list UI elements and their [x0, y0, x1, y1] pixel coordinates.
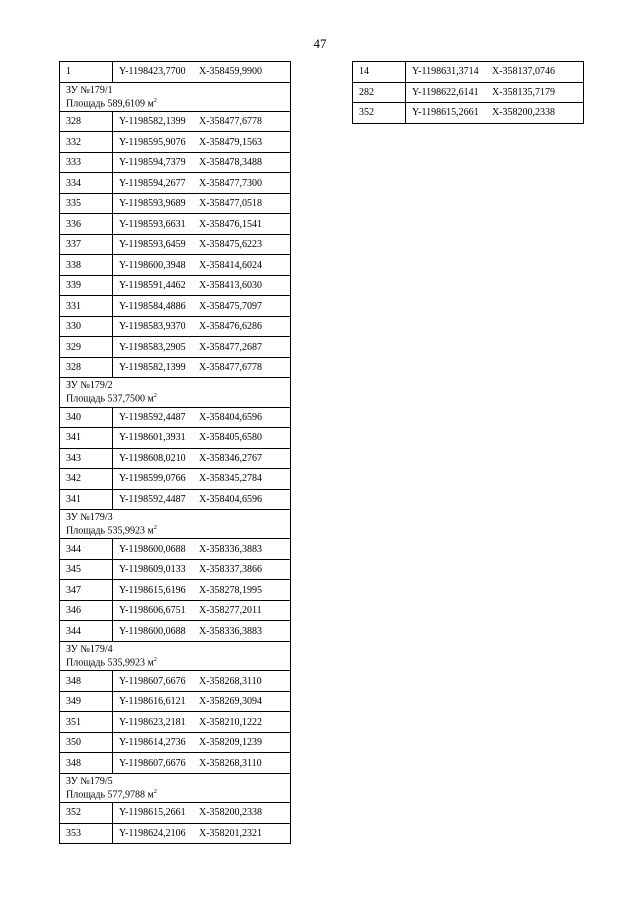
coord-x: X-358478,3488 — [199, 157, 263, 169]
table-row — [60, 255, 291, 276]
coord-y: Y-1198600,3948 — [119, 259, 186, 271]
section-header-row — [60, 773, 291, 802]
point-number: 1 — [60, 62, 113, 83]
point-number: 338 — [60, 255, 113, 276]
point-number: 342 — [60, 469, 113, 490]
area-unit-superscript: 2 — [153, 656, 157, 663]
coord-y: Y-1198615,2661 — [412, 107, 479, 119]
point-coordinates — [113, 469, 291, 490]
coord-y: Y-1198609,0133 — [119, 564, 186, 576]
table-row — [60, 559, 291, 580]
page-number: 47 — [313, 36, 327, 51]
coord-y: Y-1198592,4487 — [119, 411, 186, 423]
coord-y: Y-1198594,7379 — [119, 157, 186, 169]
point-number: 353 — [60, 823, 113, 844]
point-coordinates — [113, 152, 291, 173]
coord-y: Y-1198592,4487 — [119, 493, 186, 505]
section-header — [60, 510, 291, 539]
point-number: 350 — [60, 732, 113, 753]
coord-y: Y-1198614,2736 — [119, 737, 186, 749]
coord-x: X-358404,6596 — [199, 493, 263, 505]
point-coordinates — [113, 214, 291, 235]
coord-x: X-358268,3110 — [199, 757, 262, 769]
point-number: 346 — [60, 600, 113, 621]
table-row — [60, 152, 291, 173]
parcel-area — [66, 523, 290, 536]
point-coordinates — [113, 193, 291, 214]
point-number: 336 — [60, 214, 113, 235]
point-coordinates — [113, 316, 291, 337]
table-row — [60, 132, 291, 153]
coord-x: X-358476,1541 — [199, 218, 263, 230]
section-header — [60, 378, 291, 407]
coord-y: Y-1198600,0688 — [119, 625, 186, 637]
coord-y: Y-1198593,6459 — [119, 239, 186, 251]
coord-x: X-358200,2338 — [492, 107, 556, 119]
table-row — [60, 193, 291, 214]
parcel-title: ЗУ №179/4 — [66, 643, 113, 655]
table-row — [60, 296, 291, 317]
point-number: 282 — [353, 82, 406, 103]
table-row — [60, 62, 291, 83]
point-number: 331 — [60, 296, 113, 317]
point-coordinates — [113, 621, 291, 642]
coord-y: Y-1198600,0688 — [119, 543, 186, 555]
point-coordinates — [406, 103, 584, 124]
coord-y: Y-1198616,6121 — [119, 696, 186, 708]
section-header — [60, 641, 291, 670]
table-row — [353, 62, 584, 83]
point-coordinates — [113, 296, 291, 317]
point-coordinates — [113, 255, 291, 276]
parcel-area-text: Площадь 537,7500 м — [66, 393, 154, 405]
coord-x: X-358413,6030 — [199, 280, 263, 292]
coord-y: Y-1198584,4886 — [119, 300, 186, 312]
parcel-area-text: Площадь 535,9923 м — [66, 525, 154, 537]
section-header-row — [60, 510, 291, 539]
coord-y: Y-1198608,0210 — [119, 452, 186, 464]
point-coordinates — [113, 712, 291, 733]
table-row — [60, 214, 291, 235]
area-unit-superscript: 2 — [153, 525, 157, 532]
coord-x: X-358346,2767 — [199, 452, 263, 464]
parcel-title: ЗУ №179/2 — [66, 380, 113, 392]
parcel-area — [66, 655, 290, 668]
coord-x: X-358135,7179 — [492, 86, 556, 98]
point-coordinates — [406, 62, 584, 83]
point-number: 351 — [60, 712, 113, 733]
point-coordinates — [113, 732, 291, 753]
coord-y: Y-1198607,6676 — [119, 757, 186, 769]
coord-x: X-358277,2011 — [199, 605, 262, 617]
table-row — [60, 621, 291, 642]
table-row — [60, 407, 291, 428]
coord-y: Y-1198582,1399 — [119, 362, 186, 374]
coord-y: Y-1198624,2106 — [119, 827, 186, 839]
point-coordinates — [113, 580, 291, 601]
point-coordinates — [113, 407, 291, 428]
coord-x: X-358459,9900 — [199, 66, 263, 78]
coord-y: Y-1198582,1399 — [119, 116, 186, 128]
table-row — [60, 539, 291, 560]
point-number: 341 — [60, 428, 113, 449]
coord-y: Y-1198622,6141 — [412, 86, 479, 98]
parcel-area — [66, 391, 290, 404]
coord-y: Y-1198583,9370 — [119, 321, 186, 333]
table-row — [353, 103, 584, 124]
section-header-row — [60, 378, 291, 407]
coord-x: X-358210,1222 — [199, 716, 263, 728]
coord-x: X-358414,6024 — [199, 259, 263, 271]
point-number: 330 — [60, 316, 113, 337]
coord-x: X-358477,6778 — [199, 116, 263, 128]
coord-y: Y-1198583,2905 — [119, 341, 186, 353]
point-number: 333 — [60, 152, 113, 173]
table-row — [60, 753, 291, 774]
coordinates-table-left — [59, 61, 291, 844]
table-row — [60, 671, 291, 692]
coord-x: X-358336,3883 — [199, 543, 263, 555]
coord-x: X-358209,1239 — [199, 737, 263, 749]
point-number: 340 — [60, 407, 113, 428]
point-coordinates — [113, 357, 291, 378]
point-number: 328 — [60, 111, 113, 132]
table-row — [60, 337, 291, 358]
point-number: 348 — [60, 671, 113, 692]
table-row — [60, 316, 291, 337]
point-coordinates — [113, 691, 291, 712]
point-number: 344 — [60, 621, 113, 642]
parcel-area-text: Площадь 577,9788 м — [66, 789, 154, 801]
coord-x: X-358475,7097 — [199, 300, 263, 312]
point-coordinates — [113, 671, 291, 692]
table-row — [60, 173, 291, 194]
coord-x: X-358476,6286 — [199, 321, 263, 333]
coord-y: Y-1198423,7700 — [119, 66, 186, 78]
table-row — [60, 732, 291, 753]
table-row — [60, 357, 291, 378]
coord-x: X-358278,1995 — [199, 584, 263, 596]
point-number: 14 — [353, 62, 406, 83]
coordinates-table-right — [352, 61, 584, 124]
coord-x: X-358200,2338 — [199, 807, 263, 819]
coord-y: Y-1198631,3714 — [412, 66, 479, 78]
point-coordinates — [113, 234, 291, 255]
section-header — [60, 82, 291, 111]
parcel-title: ЗУ №179/3 — [66, 512, 113, 524]
parcel-area-text: Площадь 535,9923 м — [66, 657, 154, 669]
coord-y: Y-1198593,6631 — [119, 218, 186, 230]
table-row — [60, 428, 291, 449]
point-number: 335 — [60, 193, 113, 214]
coord-y: Y-1198601,3931 — [119, 432, 186, 444]
point-number: 352 — [60, 803, 113, 824]
coord-y: Y-1198615,2661 — [119, 807, 186, 819]
point-number: 329 — [60, 337, 113, 358]
parcel-title: ЗУ №179/1 — [66, 84, 113, 96]
coord-x: X-358477,0518 — [199, 198, 263, 210]
table-row — [60, 691, 291, 712]
coord-y: Y-1198599,0766 — [119, 473, 186, 485]
table-row — [60, 275, 291, 296]
point-coordinates — [406, 82, 584, 103]
point-coordinates — [113, 62, 291, 83]
point-number: 345 — [60, 559, 113, 580]
point-coordinates — [113, 559, 291, 580]
point-coordinates — [113, 489, 291, 510]
table-row — [60, 712, 291, 733]
parcel-area — [66, 96, 290, 109]
coord-y: Y-1198606,6751 — [119, 605, 186, 617]
point-number: 339 — [60, 275, 113, 296]
point-coordinates — [113, 132, 291, 153]
table-row — [60, 600, 291, 621]
point-number: 347 — [60, 580, 113, 601]
point-number: 344 — [60, 539, 113, 560]
parcel-area-text: Площадь 589,6109 м — [66, 97, 154, 109]
area-unit-superscript: 2 — [153, 788, 157, 795]
area-unit-superscript: 2 — [153, 97, 157, 104]
coord-x: X-358201,2321 — [199, 827, 263, 839]
point-coordinates — [113, 448, 291, 469]
table-row — [60, 823, 291, 844]
point-coordinates — [113, 275, 291, 296]
point-coordinates — [113, 753, 291, 774]
coord-y: Y-1198623,2181 — [119, 716, 186, 728]
section-header-row — [60, 641, 291, 670]
point-number: 348 — [60, 753, 113, 774]
table-row — [60, 234, 291, 255]
coord-x: X-358477,2687 — [199, 341, 263, 353]
point-number: 332 — [60, 132, 113, 153]
coord-x: X-358337,3866 — [199, 564, 263, 576]
point-number: 349 — [60, 691, 113, 712]
table-row — [60, 580, 291, 601]
table-row — [60, 489, 291, 510]
coord-x: X-358137,0746 — [492, 66, 556, 78]
coord-x: X-358404,6596 — [199, 411, 263, 423]
point-number: 337 — [60, 234, 113, 255]
coord-y: Y-1198594,2677 — [119, 177, 186, 189]
parcel-area — [66, 787, 290, 800]
point-number: 334 — [60, 173, 113, 194]
coord-x: X-358345,2784 — [199, 473, 263, 485]
point-number: 328 — [60, 357, 113, 378]
table-row — [60, 803, 291, 824]
point-coordinates — [113, 600, 291, 621]
point-coordinates — [113, 428, 291, 449]
point-number: 341 — [60, 489, 113, 510]
parcel-title: ЗУ №179/5 — [66, 775, 113, 787]
point-number: 343 — [60, 448, 113, 469]
point-coordinates — [113, 337, 291, 358]
coord-x: X-358268,3110 — [199, 675, 262, 687]
area-unit-superscript: 2 — [153, 393, 157, 400]
point-number: 352 — [353, 103, 406, 124]
point-coordinates — [113, 803, 291, 824]
coord-x: X-358269,3094 — [199, 696, 263, 708]
coord-y: Y-1198607,6676 — [119, 675, 186, 687]
point-coordinates — [113, 173, 291, 194]
point-coordinates — [113, 539, 291, 560]
coord-x: X-358405,6580 — [199, 432, 263, 444]
section-header — [60, 773, 291, 802]
coord-x: X-358336,3883 — [199, 625, 263, 637]
coord-y: Y-1198591,4462 — [119, 280, 186, 292]
table-row — [60, 111, 291, 132]
coord-y: Y-1198615,6196 — [119, 584, 186, 596]
coord-x: X-358475,6223 — [199, 239, 263, 251]
table-row — [353, 82, 584, 103]
section-header-row — [60, 82, 291, 111]
table-row — [60, 448, 291, 469]
table-row — [60, 469, 291, 490]
coord-y: Y-1198593,9689 — [119, 198, 186, 210]
coord-y: Y-1198595,9076 — [119, 136, 186, 148]
coord-x: X-358477,7300 — [199, 177, 263, 189]
coord-x: X-358479,1563 — [199, 136, 263, 148]
coord-x: X-358477,6778 — [199, 362, 263, 374]
point-coordinates — [113, 111, 291, 132]
point-coordinates — [113, 823, 291, 844]
